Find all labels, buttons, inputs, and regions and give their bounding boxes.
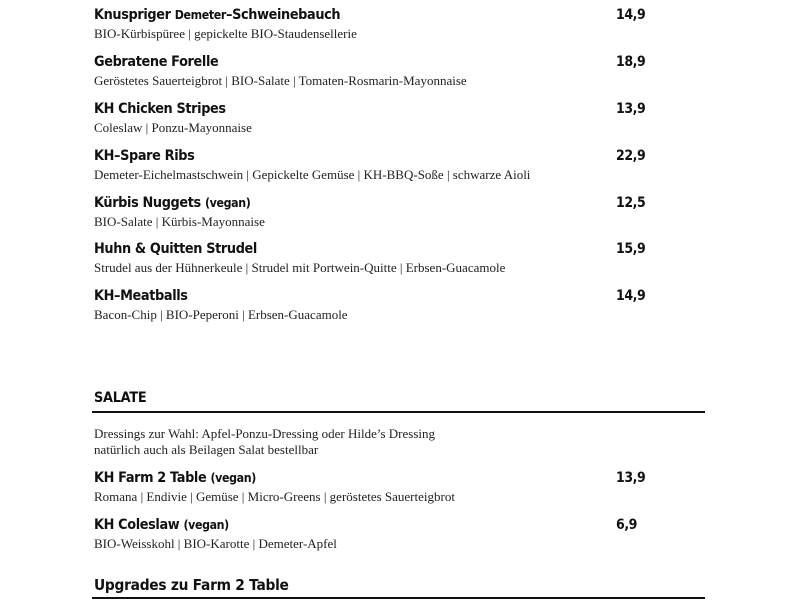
menu-item-description: Bacon-Chip | BIO-Peperoni | Erbsen-Guacamole: [94, 307, 348, 322]
menu-item-description: Coleslaw | Ponzu-Mayonnaise: [94, 120, 252, 135]
menu-item-price: 14,9: [616, 7, 646, 23]
item-name-sub: (vegan): [204, 196, 251, 210]
item-name-text: KH Coleslaw: [94, 517, 184, 533]
menu-item: [94, 195, 694, 230]
menu-item-description: Geröstetes Sauerteigbrot | BIO-Salate | Tomaten-Rosmarin-Mayonnaise: [94, 73, 467, 88]
menu-item-name: [94, 195, 646, 212]
item-name-text: Kürbis Nuggets: [94, 195, 205, 211]
menu-item: [94, 7, 694, 42]
section-title-salate: SALATE: [94, 390, 147, 406]
menu-item-price: 18,9: [616, 54, 646, 70]
item-name-text: KH Farm 2 Table: [94, 470, 211, 486]
menu-item-name: Huhn & Quitten Strudel: [94, 241, 257, 257]
menu-item-description: Strudel aus der Hühnerkeule | Strudel mit Portwein-Quitte | Erbsen-Guacamole: [94, 260, 506, 275]
menu-item-price: 22,9: [616, 148, 646, 164]
salad-item-description: BIO-Weisskohl | BIO-Karotte | Demeter-Apfel: [94, 536, 337, 551]
menu-item-price: 14,9: [616, 288, 646, 304]
menu-item-name: Gebratene Forelle: [94, 54, 219, 70]
section-title-upgrades: Upgrades zu Farm 2 Table: [94, 576, 289, 594]
menu-item-name: KH Chicken Stripes: [94, 101, 226, 117]
menu-item: [94, 54, 694, 89]
menu-item: [94, 101, 694, 136]
menu-item-price: 13,9: [616, 101, 646, 117]
salad-item-price: 13,9: [616, 470, 646, 486]
salad-item-price: 6,9: [616, 517, 637, 533]
salad-item-name: [94, 517, 646, 534]
menu-item: [94, 288, 694, 323]
salad-item-name: [94, 470, 646, 487]
salads-note-line2: natürlich auch als Beilagen Salat bestellbar: [94, 442, 319, 457]
section-divider: [92, 411, 705, 413]
item-name-sub: Demeter: [174, 8, 227, 22]
menu-item: [94, 241, 694, 276]
salad-item: [94, 470, 694, 505]
salad-item: [94, 517, 694, 552]
item-name-text: Knuspriger: [94, 7, 175, 23]
menu-item-name: KH–Spare Ribs: [94, 148, 195, 164]
menu-item-description: BIO-Kürbispüree | gepickelte BIO-Staudensellerie: [94, 26, 357, 41]
item-name-sub: (vegan): [210, 471, 256, 485]
menu-item-name: KH–Meatballs: [94, 288, 188, 304]
section-divider: [92, 597, 705, 599]
menu-item-price: 15,9: [616, 241, 646, 257]
salads-note-line1: Dressings zur Wahl: Apfel-Ponzu-Dressing oder Hilde’s Dressing: [94, 426, 435, 441]
salad-item-description: Romana | Endivie | Gemüse | Micro-Greens | geröstetes Sauerteigbrot: [94, 489, 455, 504]
menu-item-description: Demeter-Eichelmastschwein | Gepickelte Gemüse | KH-BBQ-Soße | schwarze Aioli: [94, 167, 531, 182]
item-name-rest: –Schweinebauch: [226, 7, 341, 23]
menu-item-name: [94, 7, 646, 24]
menu-item-description: BIO-Salate | Kürbis-Mayonnaise: [94, 214, 265, 229]
menu-item: [94, 148, 694, 183]
item-name-sub: (vegan): [183, 518, 229, 532]
menu-item-price: 12,5: [616, 195, 646, 211]
